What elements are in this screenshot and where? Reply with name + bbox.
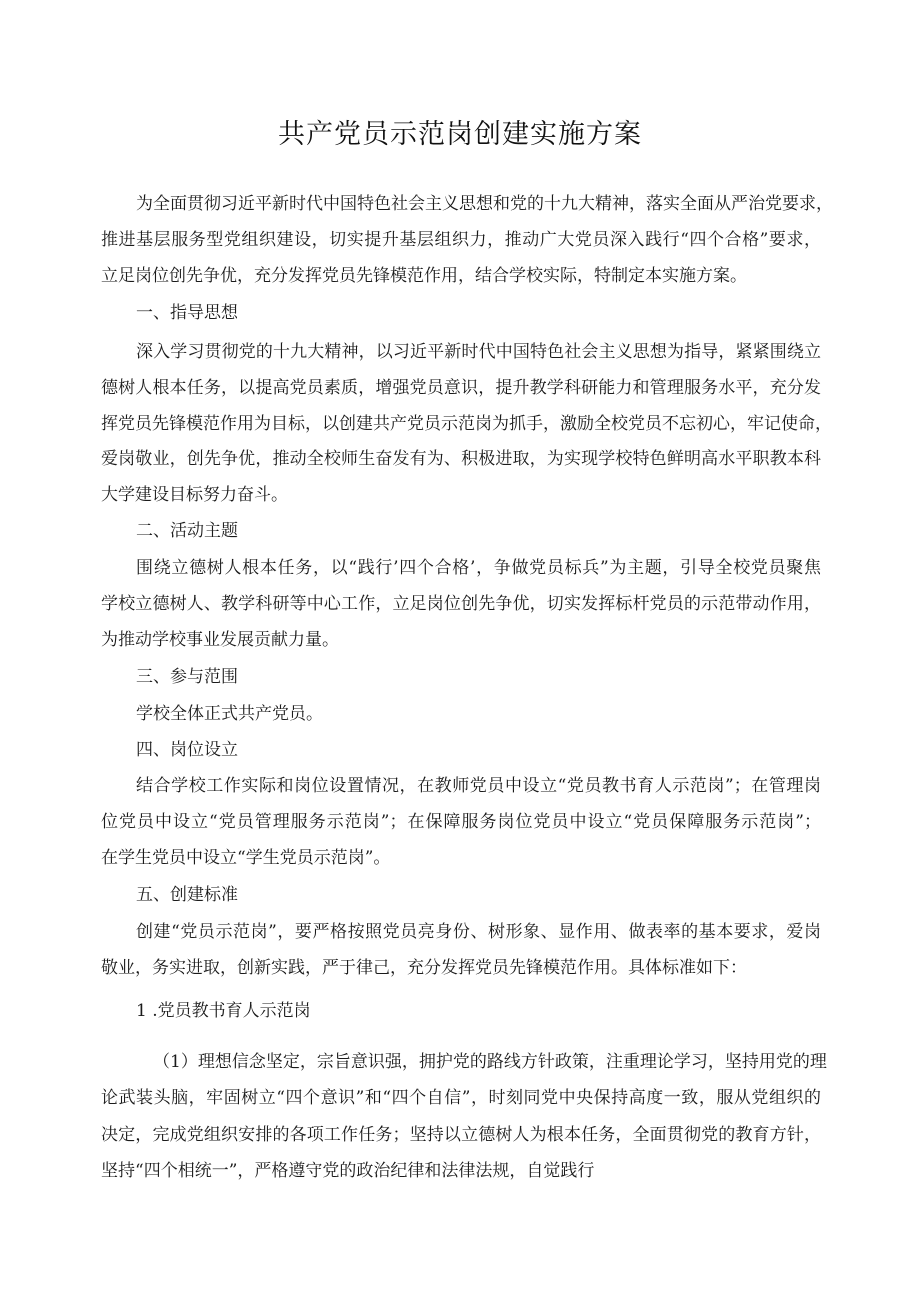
paragraph-line: 学校全体正式共产党员。 <box>136 704 323 724</box>
paragraph-line: 在学生党员中设立“学生党员示范岗”。 <box>101 848 391 868</box>
paragraph-line: 位党员中设立“党员管理服务示范岗”；在保障服务岗位党员中设立“党员保障服务示范岗”； <box>101 812 821 832</box>
paragraph-line: 创建“党员示范岗”，要严格按照党员亮身份、树形象、显作用、做表率的基本要求，爱岗 <box>136 922 821 942</box>
intro-line: 立足岗位创先争优，充分发挥党员先锋模范作用，结合学校实际，特制定本实施方案。 <box>101 266 747 286</box>
paragraph-line: 深入学习贯彻党的十九大精神，以习近平新时代中国特色社会主义思想为指导，紧紧围绕立 <box>136 342 821 362</box>
paragraph-line: 敬业，务实进取，创新实践，严于律己，充分发挥党员先锋模范作用。具体标准如下： <box>101 958 747 978</box>
paragraph-line: 围绕立德树人根本任务，以“践行’四个合格’，争做党员标兵”为主题，引导全校党员聚焦 <box>136 558 821 578</box>
paragraph-line: 论武装头脑，牢固树立“四个意识”和“四个自信”，时刻同党中央保持高度一致，服从党组织的 <box>101 1088 821 1108</box>
paragraph-line: 德树人根本任务，以提高党员素质，增强党员意识，提升教学科研能力和管理服务水平，充分发 <box>101 378 821 398</box>
item-heading-teaching-post: 1 .党员教书育人示范岗 <box>136 1001 311 1021</box>
paragraph-line: 结合学校工作实际和岗位设置情况，在教师党员中设立“党员教书育人示范岗”；在管理岗 <box>136 776 821 796</box>
paragraph-line: 学校立德树人、教学科研等中心工作，立足岗位创先争优，切实发挥标杆党员的示范带动作用， <box>101 594 821 614</box>
paragraph-line: 挥党员先锋模范作用为目标，以创建共产党员示范岗为抓手，激励全校党员不忘初心，牢记使命， <box>101 414 832 434</box>
paragraph-line: 大学建设目标努力奋斗。 <box>101 485 288 505</box>
intro-line: 为全面贯彻习近平新时代中国特色社会主义思想和党的十九大精神，落实全面从严治党要求， <box>136 194 833 214</box>
section-heading-activity-theme: 二、活动主题 <box>136 521 238 541</box>
paragraph-line: 为推动学校事业发展贡献力量。 <box>101 630 339 650</box>
intro-line: 推进基层服务型党组织建设，切实提升基层组织力，推动广大党员深入践行“四个合格”要求， <box>101 230 821 250</box>
section-heading-post-setup: 四、岗位设立 <box>136 740 238 760</box>
document-title: 共产党员示范岗创建实施方案 <box>278 119 642 150</box>
paragraph-line: 爱岗敬业，创先争优，推动全校师生奋发有为、积极进取，为实现学校特色鲜明高水平职教本科 <box>101 449 821 469</box>
paragraph-line: 决定，完成党组织安排的各项工作任务；坚持以立德树人为根本任务，全面贯彻党的教育方针， <box>101 1125 821 1145</box>
section-heading-guiding-ideology: 一、指导思想 <box>136 303 238 323</box>
paragraph-line: （1）理想信念坚定，宗旨意识强，拥护党的路线方针政策，注重理论学习，坚持用党的理 <box>153 1052 827 1072</box>
paragraph-line: 坚持“四个相统一”，严格遵守党的政治纪律和法律法规，自觉践行 <box>101 1161 595 1181</box>
section-heading-participation-scope: 三、参与范围 <box>136 667 238 687</box>
section-heading-creation-standards: 五、创建标准 <box>136 885 238 905</box>
